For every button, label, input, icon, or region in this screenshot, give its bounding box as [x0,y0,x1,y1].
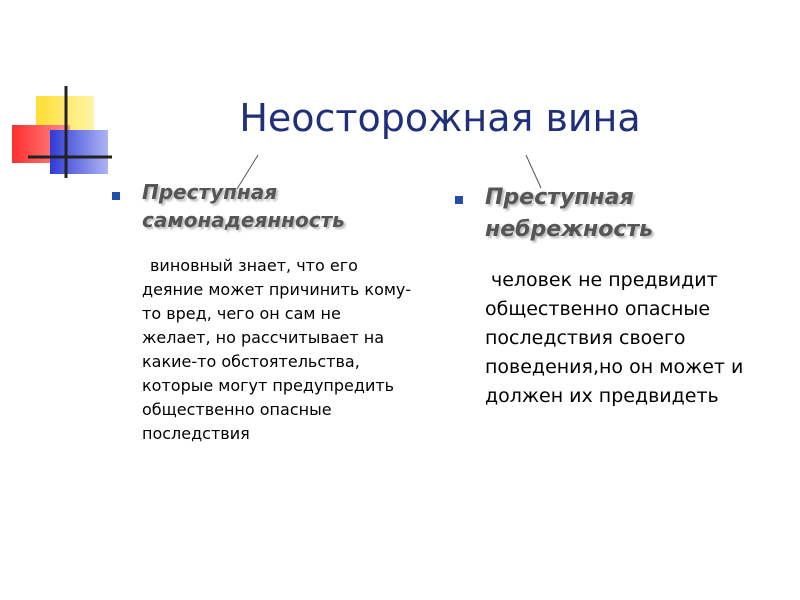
left-column [112,178,412,446]
slide-title: Неосторожная вина [239,96,641,140]
left-body-text: виновный знает, что его деяние может причинить кому-то вред, чего он сам не желает, но рассчитывает на какие-то обстоятельства, которые могут предупредить общественно опасные последствия [142,256,412,443]
left-bullet-item [112,178,412,234]
square-bullet-icon [455,196,463,204]
right-column [455,182,785,411]
right-bullet-item [455,182,785,246]
logo-squares [12,86,112,178]
right-heading: Преступная небрежность [485,185,654,242]
right-body-text: человек не предвидит общественно опасные последствия своего поведения,но он может и должен их предвидеть [485,269,744,407]
blue-square [50,130,108,174]
square-bullet-icon [112,192,120,200]
left-heading: Преступная самонадеянность [142,180,345,232]
